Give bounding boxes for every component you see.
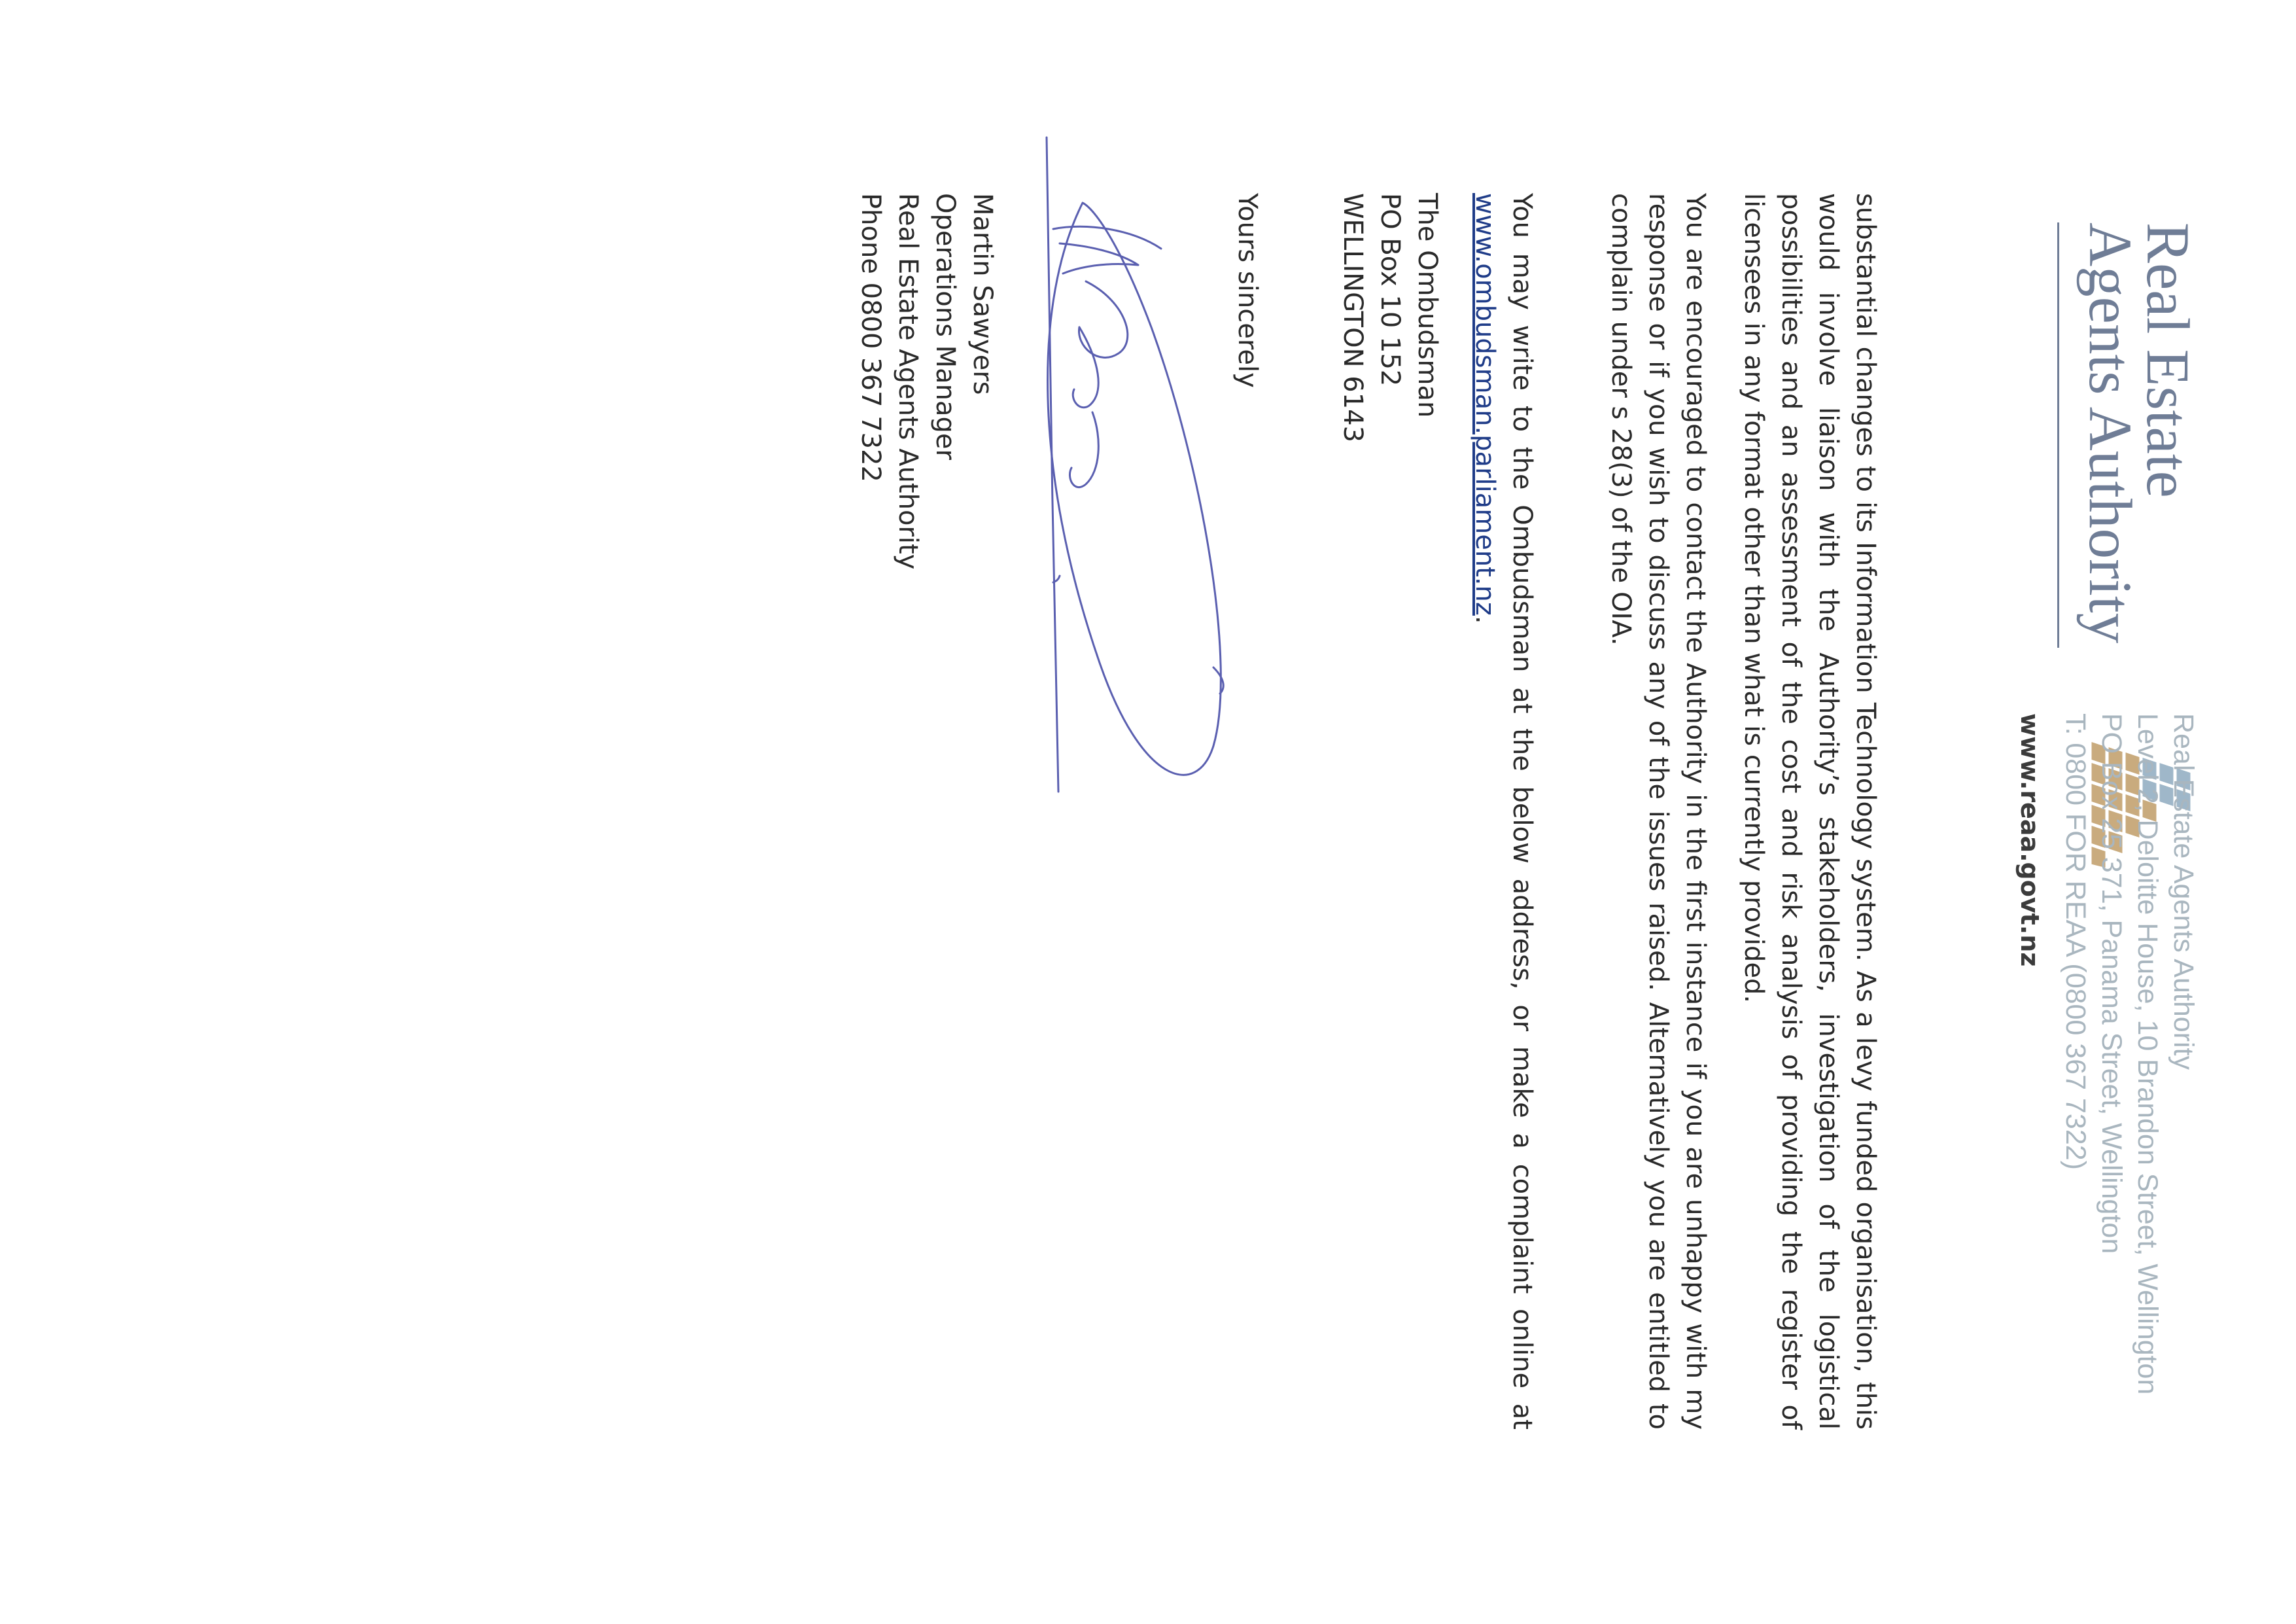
address-line-name: The Ombudsman <box>1412 193 1442 418</box>
address-line-po-box: PO Box 10 152 <box>1375 193 1405 387</box>
paragraph-3-text: You may write to the Ombudsman at the below address, or make a complaint online at <box>1507 193 1537 1430</box>
contact-po-box: PO Box 25 371, Panama Street, Wellington <box>2096 713 2127 1254</box>
contact-org-name: Real Estate Agents Authority <box>2168 713 2199 1070</box>
ombudsman-address <box>1334 193 1446 442</box>
contact-phone: T: 0800 FOR REAA (0800 367 7322) <box>2060 713 2091 1170</box>
signatory-block <box>852 193 1001 569</box>
body-paragraph-1: substantial changes to its Information Technology system. As a levy funded organisation, this would involve liaison with the Authority’s stakeholders, investigation of the logistical possibilities and an assessment of the cost and risk analysis of providing the register of licensees in any format other than what is currently provided. <box>1739 193 1881 1430</box>
contact-street-address: Level 2, Deloitte House, 10 Brandon Street, Wellington <box>2132 713 2163 1395</box>
ombudsman-website-link[interactable]: www.ombudsman.parliament.nz <box>1470 193 1500 616</box>
paragraph-3-end: . <box>1470 615 1500 624</box>
logo-title-line-1: Real Estate <box>2134 222 2201 498</box>
handwritten-signature <box>1034 131 1249 798</box>
signatory-organisation: Real Estate Agents Authority <box>893 193 923 570</box>
signatory-phone: Phone 0800 367 7322 <box>856 193 886 482</box>
logo-underline <box>2057 222 2059 648</box>
signatory-name: Martin Sawyers <box>967 193 998 395</box>
signatory-title: Operations Manager <box>930 193 960 460</box>
letterhead-website: www.reaa.govt.nz <box>2015 713 2044 967</box>
closing-salutation: Yours sincerely <box>1232 193 1262 388</box>
address-line-city: WELLINGTON 6143 <box>1338 193 1368 443</box>
logo-title-line-2: Agents Authority <box>2076 222 2144 644</box>
body-paragraph-3 <box>1466 193 1540 1430</box>
letterhead-contact <box>2057 713 2201 1453</box>
body-paragraph-2: You are encouraged to contact the Authority in the first instance if you are unhappy with my response or if you wish to discuss any of the issues raised. Alternatively you are entitled to complain under s 28(3) of the OIA. <box>1606 193 1711 1430</box>
